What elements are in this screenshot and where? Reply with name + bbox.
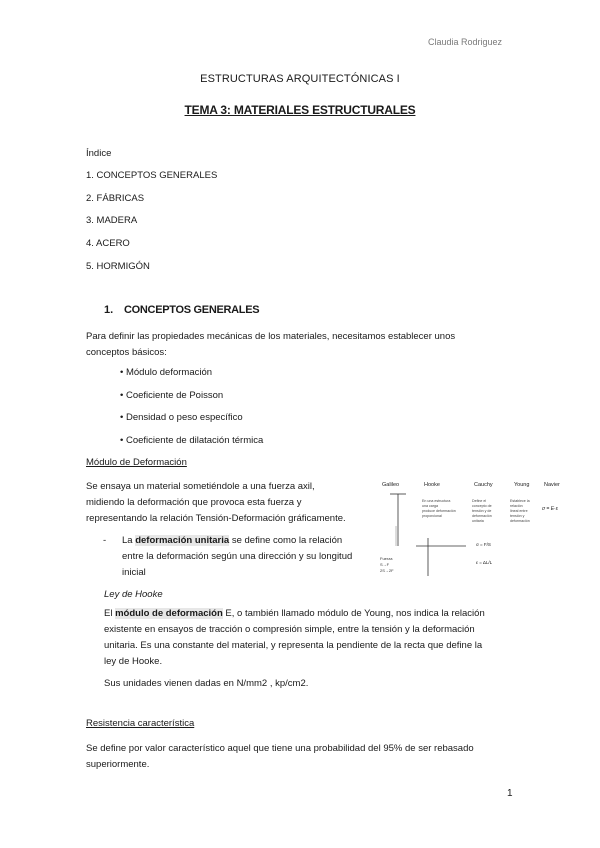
subheading-resistencia: Resistencia característica — [86, 718, 195, 729]
dash-marker: - — [103, 535, 107, 546]
figure-note: Fuerza — [380, 556, 393, 561]
cauchy-formula: σ = F/S — [476, 542, 491, 547]
bullet-text: Coeficiente de Poisson — [125, 390, 224, 401]
figure-note: 2S→2F — [380, 568, 394, 573]
hooke-title: Ley de Hooke — [104, 589, 163, 600]
definition-line: entre la deformación según una dirección y su longitud — [122, 551, 353, 562]
figure-note: proporcional — [422, 514, 442, 518]
figure-note: una carga — [422, 504, 438, 508]
index-item: 2. FÁBRICAS — [86, 193, 145, 204]
definition-line: La deformación unitaria se define como la relación — [122, 535, 343, 546]
resistencia-line: superiormente. — [86, 759, 150, 770]
navier-formula: σ = E·ε — [542, 506, 558, 512]
figure-note: produce deformación — [422, 509, 456, 513]
tema-title: TEMA 3: MATERIALES ESTRUCTURALES — [184, 103, 416, 117]
intro-line: Para definir las propiedades mecánicas de los materiales, necesitamos establecer unos — [86, 331, 456, 342]
author-name: Claudia Rodriguez — [428, 37, 503, 47]
figure-note: relación — [510, 504, 523, 508]
units-line: Sus unidades vienen dadas en N/mm2 , kp/cm2. — [104, 678, 309, 689]
figure-header: Navier — [544, 482, 560, 488]
figure-note: lineal entre — [510, 509, 528, 513]
figure-header: Hooke — [424, 482, 440, 488]
modulo-def-line: unitaria. Es una constante del material, y representa la pendiente de la recta que define la — [104, 640, 483, 651]
index-item: 3. MADERA — [86, 215, 138, 226]
historical-figure — [376, 476, 572, 584]
figure-note: En una estructura — [422, 499, 451, 503]
figure-note: S→F — [380, 562, 390, 567]
index-item: 4. ACERO — [86, 238, 130, 249]
cauchy-formula: ε = ΔL/L — [476, 560, 493, 565]
figure-note: concepto de — [472, 504, 492, 508]
modulo-line: Se ensaya un material sometiéndole a una fuerza axil, — [86, 481, 315, 492]
subheading-modulo: Módulo de Deformación — [86, 457, 187, 468]
index-label: Índice — [86, 148, 112, 159]
figure-note: deformación — [472, 514, 492, 518]
intro-line: conceptos básicos: — [86, 347, 167, 358]
figure-note: Define el — [472, 499, 487, 503]
resistencia-line: Se define por valor característico aquel que tiene una probabilidad del 95% de ser rebasado — [86, 743, 474, 754]
figure-header: Galileo — [382, 482, 400, 488]
figure-note: tensión y de — [472, 509, 492, 513]
modulo-line: midiendo la deformación que provoca esta fuerza y — [86, 497, 302, 508]
modulo-def-line: existente en ensayos de tracción o compresión simple, entre la tensión y la deformación — [104, 624, 475, 635]
figure-note: deformación — [510, 519, 530, 523]
modulo-def-line: El módulo de deformación E, o también llamado módulo de Young, nos indica la relación — [104, 608, 485, 619]
figure-header: Young — [514, 482, 530, 488]
index-item: 1. CONCEPTOS GENERALES — [86, 170, 218, 181]
section-number: 1. — [104, 304, 114, 316]
course-title: ESTRUCTURAS ARQUITECTÓNICAS I — [200, 73, 400, 85]
index-item: 5. HORMIGÓN — [86, 261, 150, 272]
figure-header: Cauchy — [474, 482, 493, 488]
figure-note: Establece la — [510, 499, 530, 503]
term-deformacion-unitaria: deformación unitaria — [135, 535, 230, 546]
term-modulo-deformacion: módulo de deformación — [115, 608, 223, 619]
bullet-item: • Coeficiente de Poisson — [120, 390, 224, 401]
bullet-text: Densidad o peso específico — [125, 412, 243, 423]
definition-line: inicial — [122, 567, 146, 578]
bullet-item: • Densidad o peso específico — [120, 412, 243, 423]
figure-note: tensión y — [510, 514, 525, 518]
bullet-item: • Coeficiente de dilatación térmica — [120, 435, 264, 446]
modulo-def-line: ley de Hooke. — [104, 656, 163, 667]
bullet-item: • Módulo deformación — [120, 367, 213, 378]
bullet-text: Módulo deformación — [125, 367, 213, 378]
section-title: CONCEPTOS GENERALES — [124, 304, 260, 316]
bullet-text: Coeficiente de dilatación térmica — [125, 435, 264, 446]
page-number: 1 — [507, 788, 513, 799]
modulo-line: representando la relación Tensión-Deformación gráficamente. — [86, 513, 346, 524]
figure-note: unitaria — [472, 519, 484, 523]
